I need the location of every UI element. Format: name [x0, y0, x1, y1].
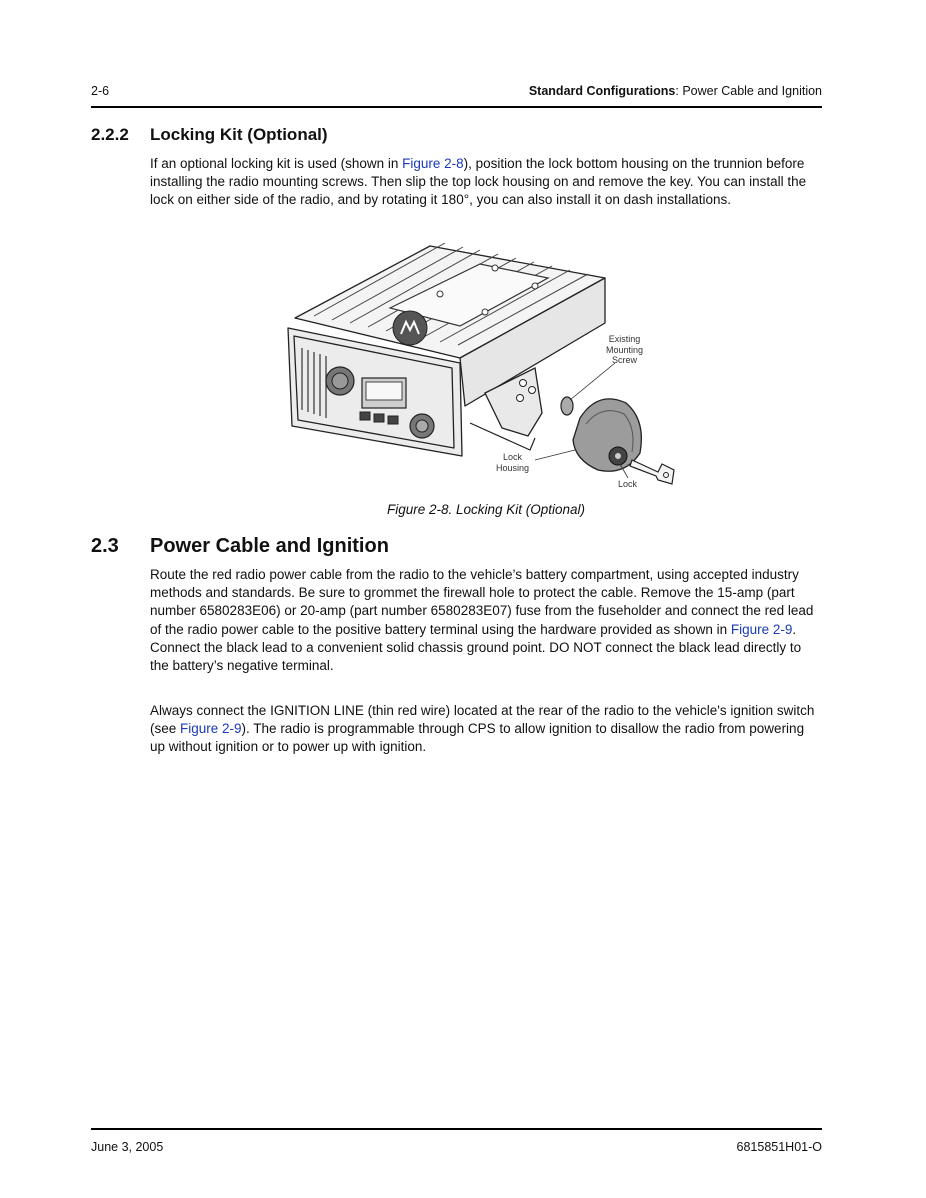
footer-doc-number: 6815851H01-O	[736, 1140, 822, 1154]
heading-number: 2.3	[91, 535, 119, 557]
heading-number: 2.2.2	[91, 125, 129, 144]
locking-kit-paragraph	[150, 155, 822, 210]
callout-line: Existing	[608, 334, 641, 344]
running-header	[529, 84, 822, 98]
figure-2-9-link[interactable]: Figure 2-9	[180, 721, 242, 737]
heading-title: Power Cable and Ignition	[150, 535, 389, 557]
text-run: Route the red radio power cable from the radio to the vehicle’s battery compartment, using accepted industry methods and standards. Be sure to grommet the firewall hole to protect the cable. Remove the 15-amp (part number 6580283E06) or 20-amp (part number 6580283E07) fuse from the fuseholder and connect the red lead of the radio power cable to the positive battery terminal using the hardware provided as shown in	[150, 567, 814, 637]
callout-lock-housing	[496, 452, 529, 473]
text-run: ). The radio is programmable through CPS to allow ignition to disallow the radio from powering up without ignition or to power up with ignition.	[150, 721, 805, 755]
running-header-section: Standard Configurations	[528, 84, 676, 98]
heading-2-2-2	[91, 125, 328, 145]
text-run: If an optional locking kit is used (shown in	[150, 156, 403, 171]
callout-line: Lock	[503, 452, 523, 462]
locking-kit-figure	[280, 228, 680, 496]
text-run: ), position the lock bottom housing on the trunnion before installing the radio mounting screws. Then slip the top lock housing on and remove the key. You can install the lock on either side of the radio, and by rotating it 180°, you can also install it on dash installations.	[150, 156, 807, 208]
page-number: 2-6	[91, 84, 110, 98]
callout-line: Housing	[496, 462, 530, 473]
callout-line: Screw	[612, 355, 638, 365]
text-run: . Connect the black lead to a convenient solid chassis ground point. DO NOT connect the black lead directly to the battery’s negative terminal.	[150, 621, 802, 674]
figure-2-8-link[interactable]: Figure 2-8	[402, 156, 464, 171]
power-cable-paragraph	[150, 566, 822, 675]
callout-existing-mounting-screw	[606, 334, 643, 366]
callout-line: Mounting	[606, 344, 644, 355]
footer-date: June 3, 2005	[91, 1140, 164, 1154]
header-rule	[91, 106, 822, 108]
figure-2-9-link[interactable]: Figure 2-9	[730, 621, 793, 637]
heading-2-3	[91, 535, 389, 558]
callout-lock: Lock	[618, 479, 638, 489]
heading-title: Locking Kit (Optional)	[150, 125, 328, 144]
figure-caption: Figure 2-8. Locking Kit (Optional)	[386, 502, 586, 517]
ignition-paragraph	[150, 702, 822, 757]
footer-rule	[91, 1128, 822, 1130]
text-run: Always connect the IGNITION LINE (thin red wire) located at the rear of the radio to the vehicle's ignition switch (see	[150, 703, 815, 737]
running-header-title: : Power Cable and Ignition	[675, 84, 822, 98]
